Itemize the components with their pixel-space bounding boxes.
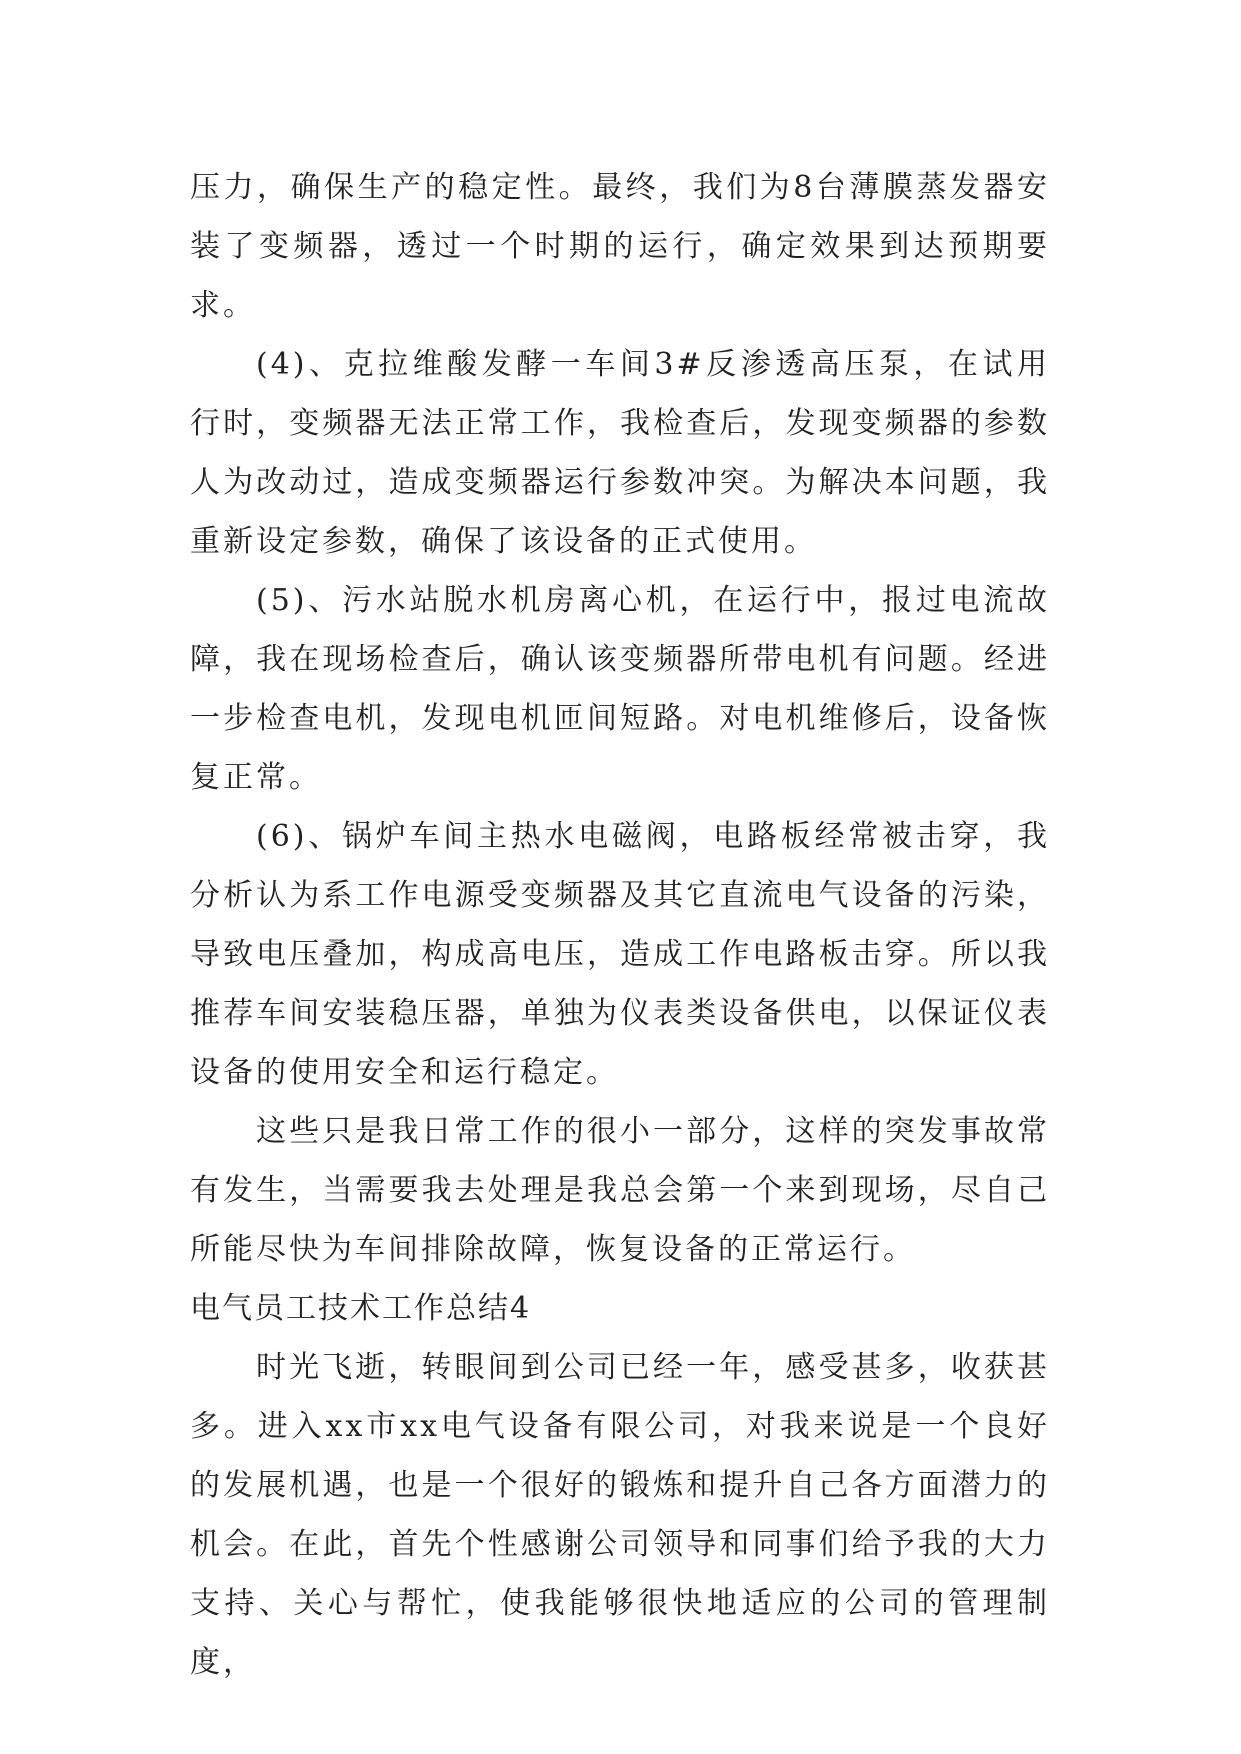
paragraph-continuation: 压力，确保生产的稳定性。最终，我们为8台薄膜蒸发器安装了变频器，透过一个时期的运行，确定效果到达预期要求。 xyxy=(190,170,1050,323)
section-heading: 电气员工技术工作总结4 xyxy=(190,1291,532,1326)
paragraph-item-4: (4)、克拉维酸发酵一车间3#反渗透高压泵，在试用行时，变频器无法正常工作，我检查后，发现变频器的参数人为改动过，造成变频器运行参数冲突。为解决本问题，我重新设定参数，确保了该设备的正式使用。 xyxy=(190,347,1050,559)
paragraph-item-6: (6)、锅炉车间主热水电磁阀，电路板经常被击穿，我分析认为系工作电源受变频器及其它直流电气设备的污染，导致电压叠加，构成高电压，造成工作电路板击穿。所以我推荐车间安装稳压器，单独为仪表类设备供电，以保证仪表设备的使用安全和运行稳定。 xyxy=(190,819,1050,1090)
document-page xyxy=(190,158,1050,1692)
paragraph-intro: 时光飞逝，转眼间到公司已经一年，感受甚多，收获甚多。进入xx市xx电气设备有限公司，对我来说是一个良好的发展机遇，也是一个很好的锻炼和提升自己各方面潜力的机会。在此，首先个性感谢公司领导和同事们给予我的大力支持、关心与帮忙，使我能够很快地适应的公司的管理制度， xyxy=(190,1350,1050,1680)
paragraph-summary: 这些只是我日常工作的很小一部分，这样的突发事故常有发生，当需要我去处理是我总会第一个来到现场，尽自己所能尽快为车间排除故障，恢复设备的正常运行。 xyxy=(190,1114,1050,1267)
paragraph-item-5: (5)、污水站脱水机房离心机，在运行中，报过电流故障，我在现场检查后，确认该变频器所带电机有问题。经进一步检查电机，发现电机匝间短路。对电机维修后，设备恢复正常。 xyxy=(190,583,1050,795)
